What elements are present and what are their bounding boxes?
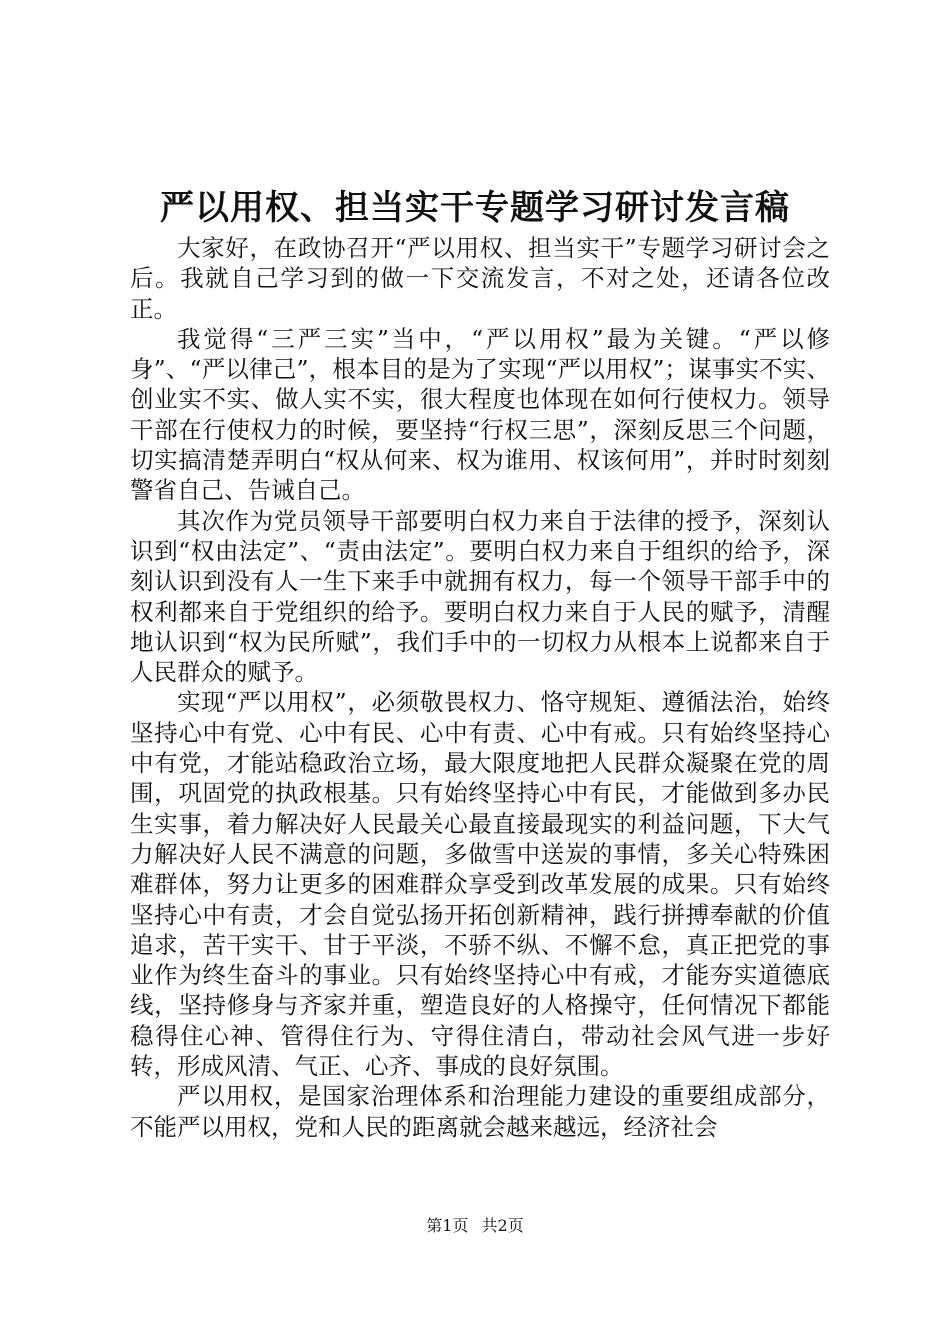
document-title: 严以用权、担当实干专题学习研讨发言稿 xyxy=(160,188,790,228)
document-body xyxy=(130,233,830,1142)
paragraph-1: 大家好，在政协召开“严以用权、担当实干”专题学习研讨会之后。我就自己学习到的做一下交流发言，不对之处，还请各位改正。 xyxy=(130,234,830,323)
paragraph-3: 其次作为党员领导干部要明白权力来自于法律的授予，深刻认识到“权由法定”、“责由法定”。要明白权力来自于组织的给予，深刻认识到没有人一生下来手中就拥有权力，每一个领导干部手中的权利都来自于党组织的给予。要明白权力来自于人民的赋予，清醒地认识到“权为民所赋”，我们手中的一切权力从根本上说都来自于人民群众的赋予。 xyxy=(130,506,830,687)
paragraph-4: 实现“严以用权”，必须敬畏权力、恪守规矩、遵循法治，始终坚持心中有党、心中有民、心中有责、心中有戒。只有始终坚持心中有党，才能站稳政治立场，最大限度地把人民群众凝聚在党的周围，巩固党的执政根基。只有始终坚持心中有民，才能做到多办民生实事，着力解决好人民最关心最直接最现实的利益问题，下大气力解决好人民不满意的问题，多做雪中送炭的事情，多关心特殊困难群体，努力让更多的困难群众享受到改革发展的成果。只有始终坚持心中有责，才会自觉弘扬开拓创新精神，践行拼搏奉献的价值追求，苦干实干、甘于平淡，不骄不纵、不懈不怠，真正把党的事业作为终生奋斗的事业。只有始终坚持心中有戒，才能夯实道德底线，坚持修身与齐家并重，塑造良好的人格操守，任何情况下都能稳得住心神、管得住行为、守得住清白，带动社会风气进一步好转，形成风清、气正、心齐、事成的良好氛围。 xyxy=(130,688,830,1081)
page-number-total: 共2页 xyxy=(481,1216,524,1235)
paragraph-2: 我觉得“三严三实”当中，“严以用权”最为关键。“严以修身”、“严以律己”，根本目的是为了实现“严以用权”；谋事实不实、创业实不实、做人实不实，很大程度也体现在如何行使权力。领导干部在行使权力的时候，要坚持“行权三思”，深刻反思三个问题，切实搞清楚弄明白“权从何来、权为谁用、权该何用”，并时时刻刻警省自己、告诫自己。 xyxy=(130,324,830,505)
page-footer xyxy=(0,1215,950,1237)
paragraph-5: 严以用权，是国家治理体系和治理能力建设的重要组成部分，不能严以用权，党和人民的距离就会越来越远，经济社会 xyxy=(130,1082,830,1141)
page-number-current: 第1页 xyxy=(426,1216,469,1235)
